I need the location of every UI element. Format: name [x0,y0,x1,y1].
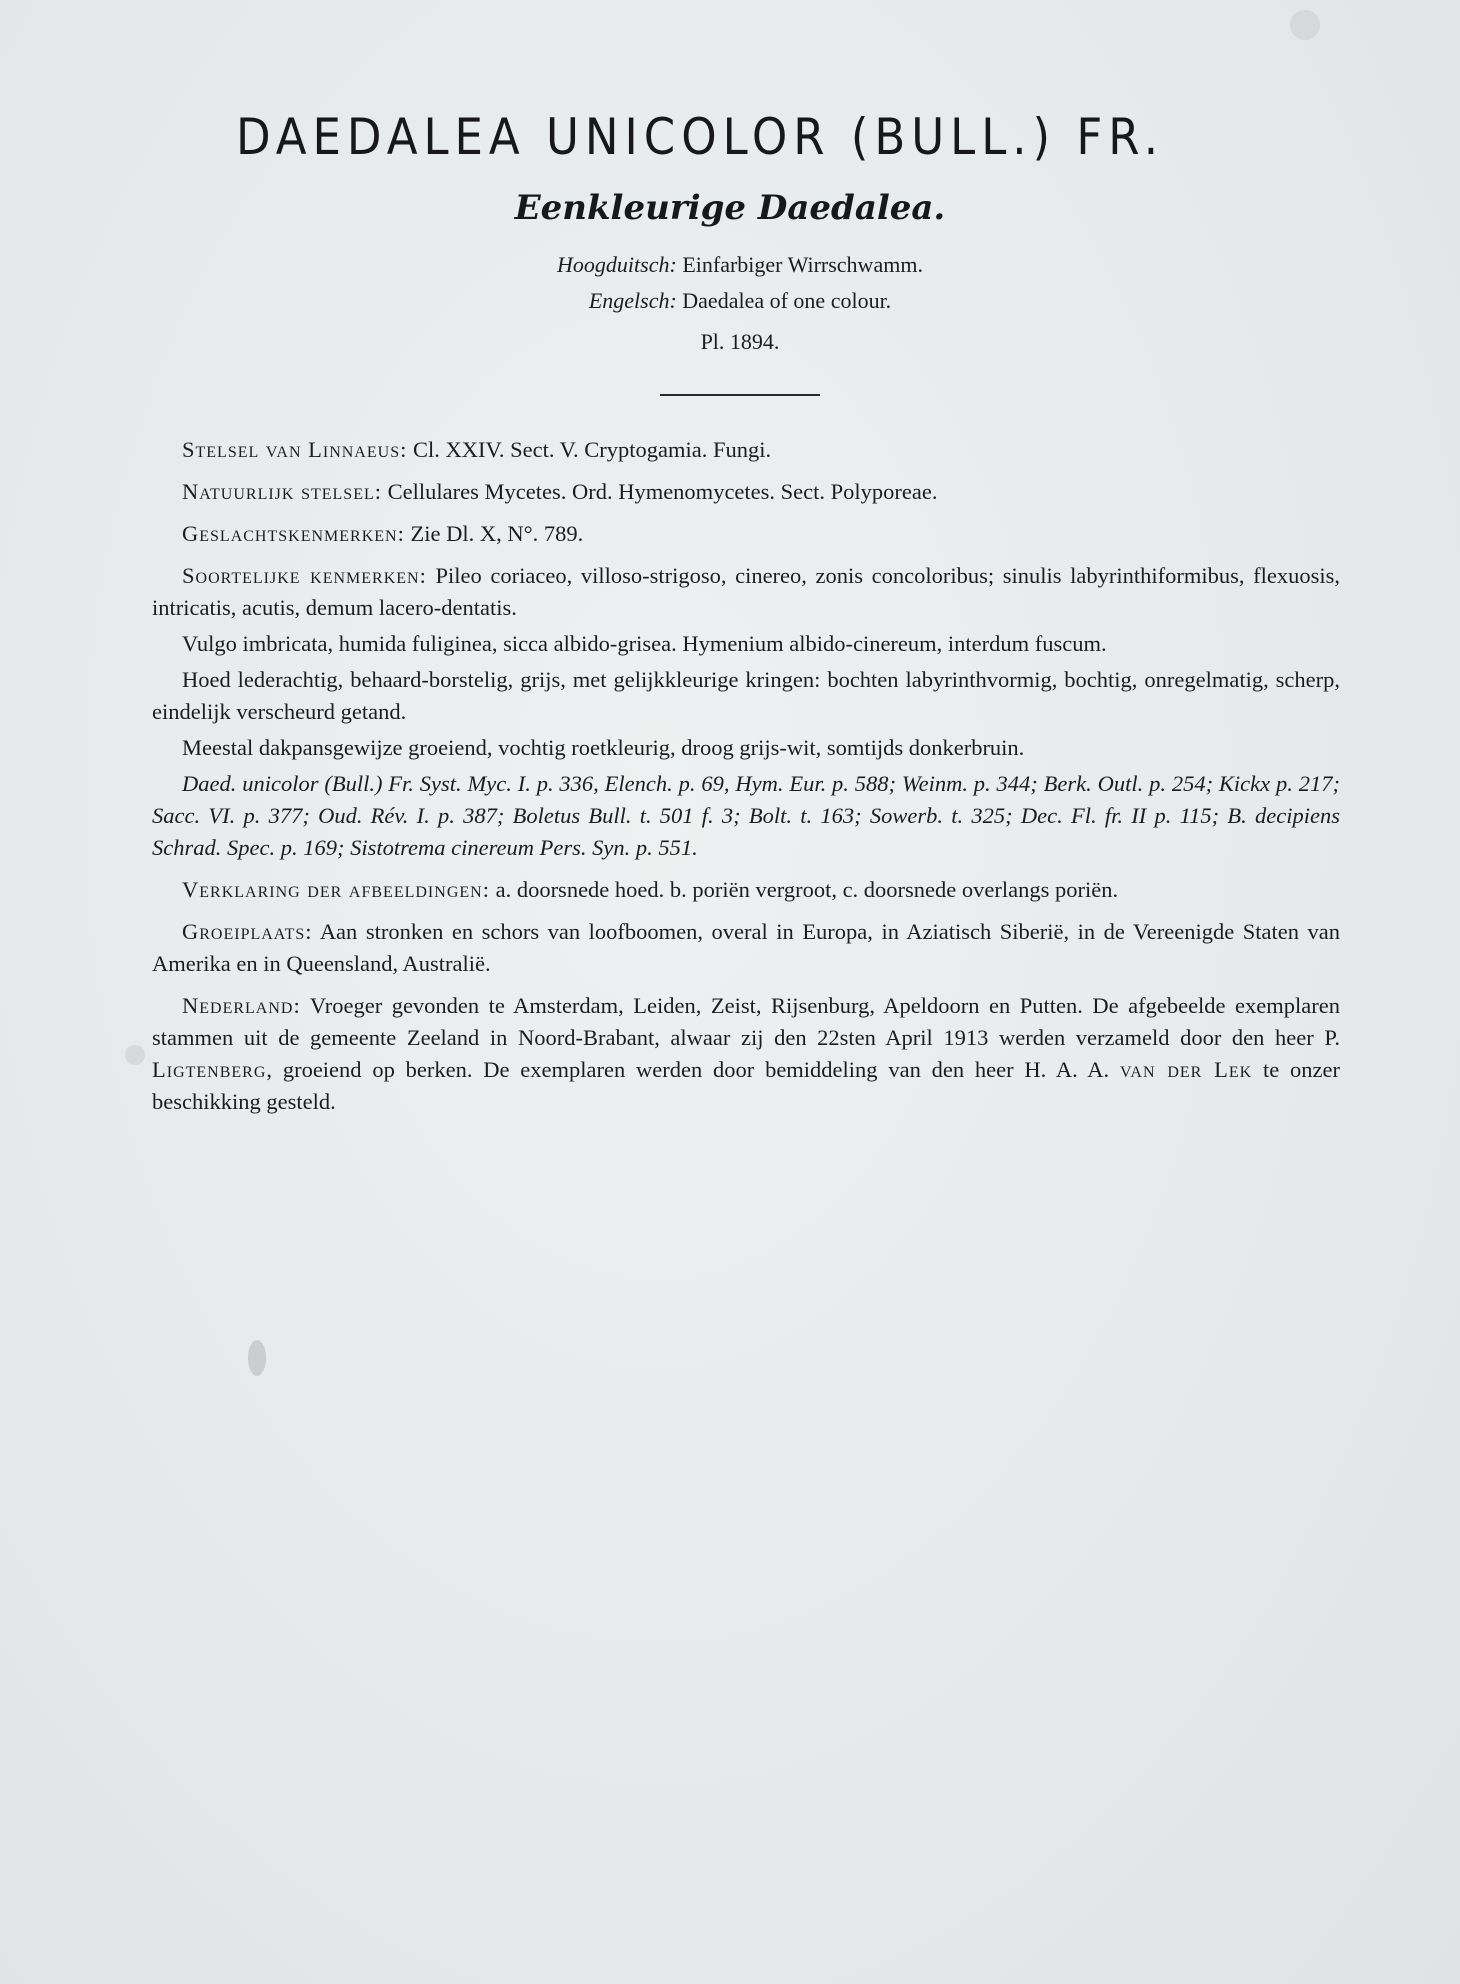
intermediary-name: van der Lek [1119,1057,1253,1082]
netherlands-text-1: Vroeger gevonden te Amsterdam, Leiden, Zeist, Rijsenburg, Apeldoorn en Putten. De afgebeelde exemplaren stammen uit de gemeente Zeeland in Noord-Brabant, alwaar zij den 22sten April 1913 werden verzameld door den heer P. [152,993,1340,1050]
natural-system-text: Cellulares Mycetes. Ord. Hymenomycetes. Sect. Polyporeae. [387,479,938,504]
hoed-paragraph: Hoed lederachtig, behaard-borstelig, grijs, met gelijkkleurige kringen: bochten labyrinthvormig, bochtig, onregelmatig, scherp, eindelijk verscheurd getand. [152,667,1340,724]
references-paragraph: Daed. unicolor (Bull.) Fr. Syst. Myc. I. p. 336, Elench. p. 69, Hym. Eur. p. 588; Weinm. p. 344; Berk. Outl. p. 254; Kickx p. 217; Sacc. VI. p. 377; Oud. Rév. I. p. 387; Boletus Bull. t. 501 f. 3; Bolt. t. 163; Sowerb. t. 325; Dec. Fl. fr. II p. 115; B. decipiens Schrad. Spec. p. 169; Sistotrema cinereum Pers. Syn. p. 551. [152,771,1340,860]
habitat-text: Aan stronken en schors van loofboomen, overal in Europa, in Aziatisch Siberië, in de Vereenigde Staten van Amerika en in Queensland, Australië. [152,919,1340,976]
collector-name: Ligtenberg [152,1057,267,1082]
vulgo-paragraph: Vulgo imbricata, humida fuliginea, sicca albido-grisea. Hymenium albido-cinereum, interdum fuscum. [182,631,1107,656]
species-paragraph [152,560,1340,624]
ink-smudge [125,1045,145,1065]
habitat-paragraph [152,916,1340,980]
page-subtitle: Eenkleurige Daedalea. [514,188,946,228]
netherlands-paragraph [152,990,1340,1118]
genus-text: Zie Dl. X, N°. 789. [410,521,584,546]
species-text: Pileo coriaceo, villoso-strigoso, cinereo, zonis concoloribus; sinulis labyrinthiformibus, flexuosis, intricatis, acutis, demum lacero-dentatis. [152,563,1341,620]
english-label: Engelsch: [588,288,677,313]
genus-paragraph [152,518,1340,550]
figures-paragraph [152,874,1340,906]
german-value: Einfarbiger Wirrschwamm. [682,252,923,277]
english-value: Daedalea of one colour. [682,288,892,313]
linnaeus-text: Cl. XXIV. Sect. V. Cryptogamia. Fungi. [412,437,772,462]
netherlands-text-3: te onzer beschikking gesteld. [152,1057,1340,1114]
ink-smudge [1290,10,1320,40]
ink-smudge [248,1340,266,1376]
linnaeus-label: Stelsel van Linnaeus: [182,437,408,462]
meestal-paragraph: Meestal dakpansgewijze groeiend, vochtig roetkleurig, droog grijs-wit, somtijds donkerbruin. [182,735,1025,760]
english-name-line [0,288,1460,314]
german-label: Hoogduitsch: [557,252,677,277]
figures-label: Verklaring der afbeeldingen: [182,877,490,902]
linnaeus-paragraph [152,434,1340,466]
german-name-line [0,252,1460,278]
species-label: Soortelijke kenmerken: [182,563,427,588]
netherlands-text-2: , groeiend op berken. De exemplaren werden door bemiddeling van den heer H. A. A. [266,1057,1110,1082]
genus-label: Geslachtskenmerken: [182,521,405,546]
page-title: DAEDALEA UNICOLOR (BULL.) FR. [235,108,1165,166]
habitat-label: Groeiplaats: [182,919,313,944]
body-text [152,434,1340,1128]
netherlands-label: Nederland: [182,993,301,1018]
natural-system-label: Natuurlijk stelsel: [182,479,383,504]
plate-number: Pl. 1894. [700,329,780,354]
figures-text: a. doorsnede hoed. b. poriën vergroot, c. doorsnede overlangs poriën. [495,877,1119,902]
natural-system-paragraph [152,476,1340,508]
divider-rule [660,394,820,396]
